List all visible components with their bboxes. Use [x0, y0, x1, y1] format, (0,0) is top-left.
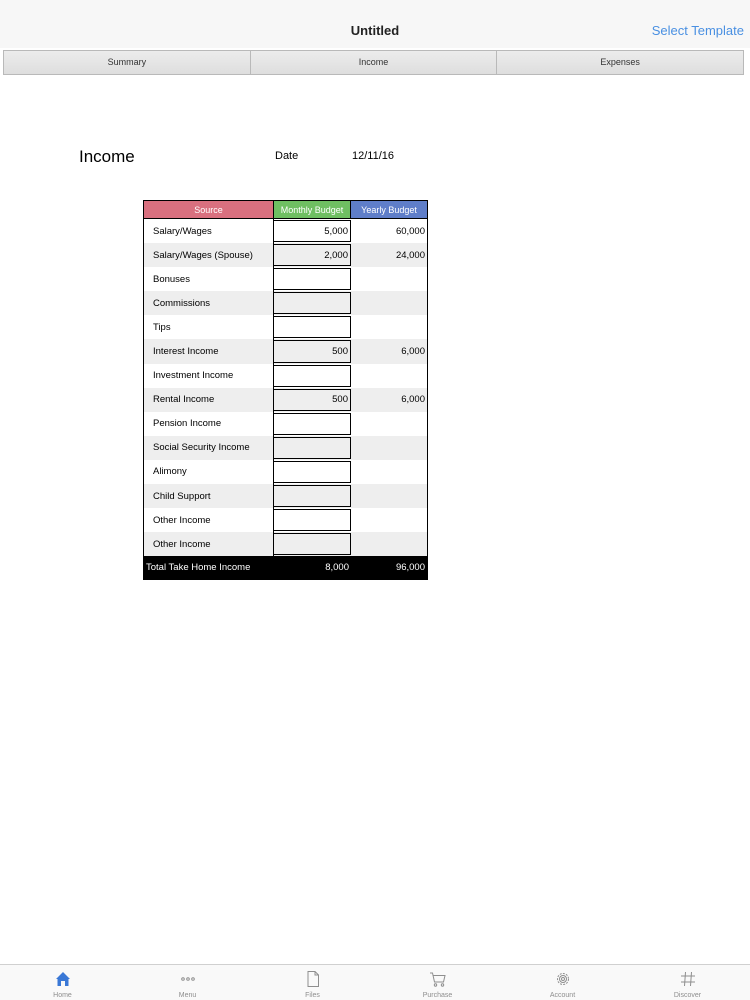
table-row — [144, 508, 427, 532]
monthly-budget-cell[interactable]: 500 — [274, 389, 351, 411]
table-row — [144, 436, 427, 460]
monthly-budget-cell[interactable] — [274, 437, 351, 459]
source-cell: Rental Income — [144, 388, 274, 412]
table-row — [144, 291, 427, 315]
source-cell: Interest Income — [144, 339, 274, 363]
yearly-budget-cell — [351, 484, 427, 508]
monthly-budget-cell[interactable] — [274, 365, 351, 387]
sheet-title: Income — [79, 147, 135, 166]
source-cell: Salary/Wages — [144, 219, 274, 243]
home-icon — [53, 969, 73, 989]
tabbar-label: Discover — [673, 992, 702, 999]
table-header-row — [144, 201, 427, 219]
monthly-budget-cell[interactable]: 500 — [274, 340, 351, 362]
source-cell: Commissions — [144, 291, 274, 315]
select-template-button[interactable]: Select Template — [651, 23, 744, 38]
source-cell: Child Support — [144, 484, 274, 508]
header-yearly-budget: Yearly Budget — [351, 201, 427, 219]
monthly-budget-cell[interactable] — [274, 461, 351, 483]
table-row — [144, 412, 427, 436]
tabbar-home[interactable] — [0, 965, 125, 1000]
total-monthly: 8,000 — [325, 562, 349, 574]
tabbar-label: Account — [549, 992, 576, 999]
tabbar-discover[interactable] — [625, 965, 750, 1000]
table-row — [144, 388, 427, 412]
table-row — [144, 460, 427, 484]
total-yearly: 96,000 — [395, 562, 425, 574]
yearly-budget-cell: 60,000 — [395, 225, 425, 237]
source-cell: Other Income — [144, 508, 274, 532]
table-row — [144, 315, 427, 339]
tab-summary[interactable]: Summary — [4, 51, 251, 74]
monthly-budget-cell[interactable] — [274, 292, 351, 314]
file-icon — [303, 969, 323, 989]
yearly-budget-cell — [351, 460, 427, 484]
tabbar-label: Purchase — [422, 992, 453, 999]
header-monthly-budget: Monthly Budget — [274, 201, 351, 219]
yearly-budget-cell — [351, 315, 427, 339]
yearly-budget-cell — [351, 267, 427, 291]
tabbar-label: Menu — [178, 992, 197, 999]
monthly-budget-cell[interactable]: 2,000 — [274, 244, 351, 266]
sheet-tabs — [3, 50, 744, 75]
date-value[interactable]: 12/11/16 — [352, 150, 395, 162]
total-row — [144, 556, 427, 579]
ellipsis-icon — [178, 969, 198, 989]
source-cell: Tips — [144, 315, 274, 339]
source-cell: Alimony — [144, 460, 274, 484]
table-row — [144, 219, 427, 243]
yearly-budget-cell: 6,000 — [401, 346, 425, 358]
yearly-budget-cell — [351, 364, 427, 388]
yearly-budget-cell — [351, 436, 427, 460]
monthly-budget-cell[interactable] — [274, 413, 351, 435]
source-cell: Bonuses — [144, 267, 274, 291]
yearly-budget-cell: 24,000 — [395, 249, 425, 261]
table-row — [144, 484, 427, 508]
gear-icon — [553, 969, 573, 989]
monthly-budget-cell[interactable] — [274, 485, 351, 507]
hash-icon — [678, 969, 698, 989]
yearly-budget-cell — [351, 532, 427, 556]
tabbar-account[interactable] — [500, 965, 625, 1000]
navigation-bar — [0, 0, 750, 48]
tabbar-label: Files — [305, 992, 320, 999]
monthly-budget-cell[interactable] — [274, 509, 351, 531]
tabbar-menu[interactable] — [125, 965, 250, 1000]
table-row — [144, 532, 427, 556]
income-table — [143, 200, 428, 580]
monthly-budget-cell[interactable]: 5,000 — [274, 220, 351, 242]
date-label: Date — [275, 150, 299, 162]
source-cell: Pension Income — [144, 412, 274, 436]
monthly-budget-cell[interactable] — [274, 533, 351, 555]
table-row — [144, 339, 427, 363]
total-label: Total Take Home Income — [146, 562, 251, 574]
yearly-budget-cell: 6,000 — [401, 394, 425, 406]
tab-income[interactable]: Income — [251, 51, 498, 74]
tabbar-purchase[interactable] — [375, 965, 500, 1000]
source-cell: Salary/Wages (Spouse) — [144, 243, 274, 267]
cart-icon — [428, 969, 448, 989]
yearly-budget-cell — [351, 291, 427, 315]
tabbar-files[interactable] — [250, 965, 375, 1000]
monthly-budget-cell[interactable] — [274, 268, 351, 290]
source-cell: Social Security Income — [144, 436, 274, 460]
yearly-budget-cell — [351, 412, 427, 436]
document-title: Untitled — [350, 23, 400, 38]
header-source: Source — [144, 201, 274, 219]
source-cell: Other Income — [144, 532, 274, 556]
table-row — [144, 364, 427, 388]
table-row — [144, 243, 427, 267]
tabbar-label: Home — [53, 992, 72, 999]
table-row — [144, 267, 427, 291]
source-cell: Investment Income — [144, 364, 274, 388]
monthly-budget-cell[interactable] — [274, 316, 351, 338]
tab-expenses[interactable]: Expenses — [497, 51, 743, 74]
yearly-budget-cell — [351, 508, 427, 532]
bottom-tab-bar — [0, 964, 750, 1000]
